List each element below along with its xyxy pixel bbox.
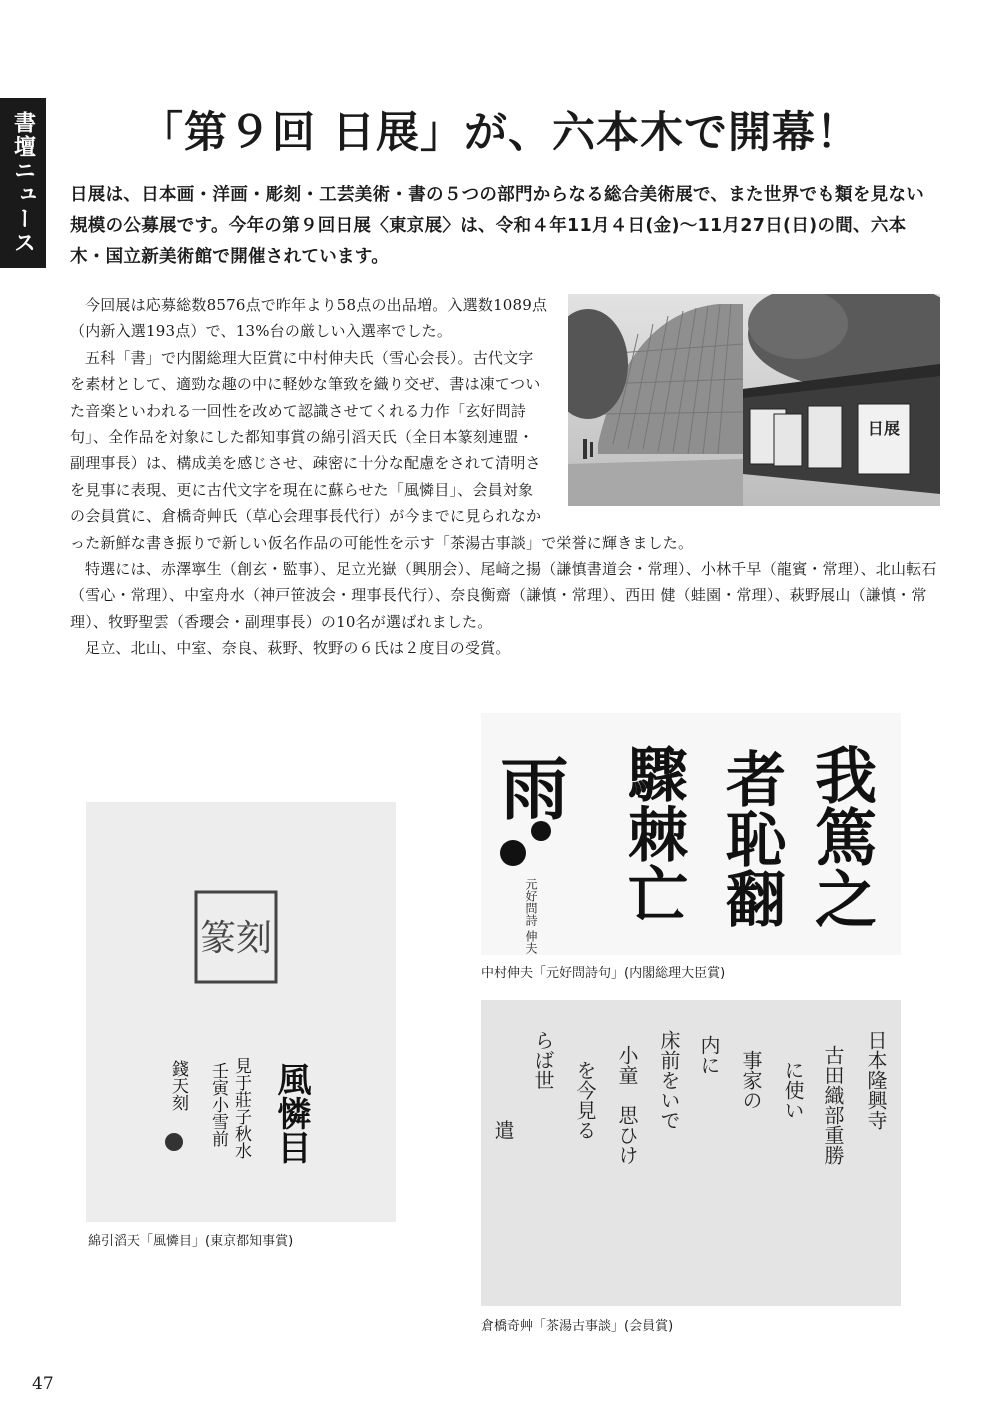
nakamura-caption: 中村伸夫「元好問詩句」(内閣総理大臣賞) bbox=[481, 966, 726, 981]
artwork-column: 床前をいで bbox=[657, 1030, 681, 1130]
artwork-column: らば世 bbox=[531, 1030, 555, 1090]
seal-glyph: 篆刻 bbox=[199, 918, 273, 959]
artwork-title-glyphs: 風憐目 bbox=[271, 1062, 311, 1164]
nakamura-artwork-image bbox=[481, 713, 901, 955]
headline: 「第９回 日展」が、六本木で開幕！ bbox=[140, 108, 860, 158]
artwork-column: を今見る bbox=[573, 1060, 597, 1140]
museum-photo-image bbox=[568, 294, 940, 506]
section-tab bbox=[0, 98, 46, 268]
artwork-column: 事家の bbox=[739, 1050, 763, 1110]
artwork-column: に使い bbox=[781, 1060, 805, 1120]
artwork-inscription: 壬寅小雪前 bbox=[208, 1062, 228, 1147]
red-seal-icon bbox=[165, 1133, 183, 1151]
paragraph: 特選には、赤澤寧生（創玄・監事）、足立光嶽（興朋会）、尾﨑之揚（謙慎書道会・常理）、小林千早（龍賓・常理）、北山転石（雪心・常理）、中室舟水（神戸笹波会・理事長代行）、奈良衡齋（謙慎・常理）、西田 健（蛙園・常理）、萩野展山（謙慎・常理）、牧野聖雲（香瓔会・副理事長）の10名が選ばれました。 bbox=[70, 560, 937, 631]
museum-photo bbox=[568, 294, 940, 506]
artwork-column: 者恥翻 bbox=[716, 748, 786, 928]
watahiki-artwork bbox=[86, 802, 396, 1222]
watahiki-caption: 綿引滔天「風憐目」(東京都知事賞) bbox=[88, 1234, 294, 1249]
paragraph: 五科「書」で内閣総理大臣賞に中村伸夫氏（雪心会長）。古代文字を素材として、適勁な趣の中に軽妙な筆致を織り交ぜ、書は凍てついた音楽といわれる一回性を改めて認識させてくれる力作「玄好問詩句」、全作品を対象にした都知事賞の綿引滔天氏（全日本篆刻連盟・副理事長）は、構成美を感じさせ、疎密に十分な配慮をされて清明さを見事に表現、更に古代文字を現在に蘇らせた「風憐目」、会員対象の会員賞に、倉橋奇艸氏（草心会理事長代行）が今までに見られなかった新鮮な書き振りで新しい仮名作品の可能性を示す「茶湯古事談」で栄誉に輝きました。 bbox=[70, 348, 694, 552]
artwork-column: 我篤之 bbox=[804, 743, 878, 929]
article-body bbox=[70, 292, 940, 662]
kurahashi-caption: 倉橋奇艸「茶湯古事談」(会員賞) bbox=[481, 1319, 674, 1334]
artwork-column: 日本隆興寺 bbox=[864, 1030, 888, 1130]
paragraph: 今回展は応募総数8576点で昨年より58点の出品増。入選数1089点（内新入選193点）で、13%台の厳しい入選率でした。 bbox=[70, 296, 548, 341]
artwork-column: 古田織部重勝 bbox=[821, 1045, 845, 1165]
artwork-column: 内に bbox=[697, 1035, 721, 1075]
page-number: 47 bbox=[32, 1374, 54, 1394]
section-tab-label: 書壇ニュース bbox=[10, 111, 36, 255]
artwork-column: 雨 bbox=[489, 753, 569, 821]
kurahashi-artwork-image bbox=[481, 1000, 901, 1306]
paragraph: 足立、北山、中室、奈良、萩野、牧野の６氏は２度目の受賞。 bbox=[85, 639, 511, 658]
artwork-column: 小童 思ひけ bbox=[615, 1045, 639, 1165]
lead-paragraph: 日展は、日本画・洋画・彫刻・工芸美術・書の５つの部門からなる総合美術展で、また世界でも類を見ない規模の公募展です。今年の第９回日展〈東京展〉は、令和４年11月４日(金)～11月27日(日)の間、六本木・国立新美術館で開催されています。 bbox=[70, 185, 925, 267]
artwork-inscription: 錢天刻 bbox=[168, 1060, 188, 1111]
artwork-signature: 元好問詩 伸夫 bbox=[524, 878, 538, 954]
nakamura-artwork bbox=[481, 713, 901, 955]
artwork-column: 遣 bbox=[491, 1120, 515, 1140]
kurahashi-artwork bbox=[481, 1000, 901, 1306]
artwork-inscription: 見于莊子秋水 bbox=[231, 1057, 251, 1159]
banner-text: 日展 bbox=[867, 419, 901, 438]
watahiki-artwork-image bbox=[86, 802, 396, 1222]
artwork-column: 驟棘亡 bbox=[618, 743, 688, 923]
